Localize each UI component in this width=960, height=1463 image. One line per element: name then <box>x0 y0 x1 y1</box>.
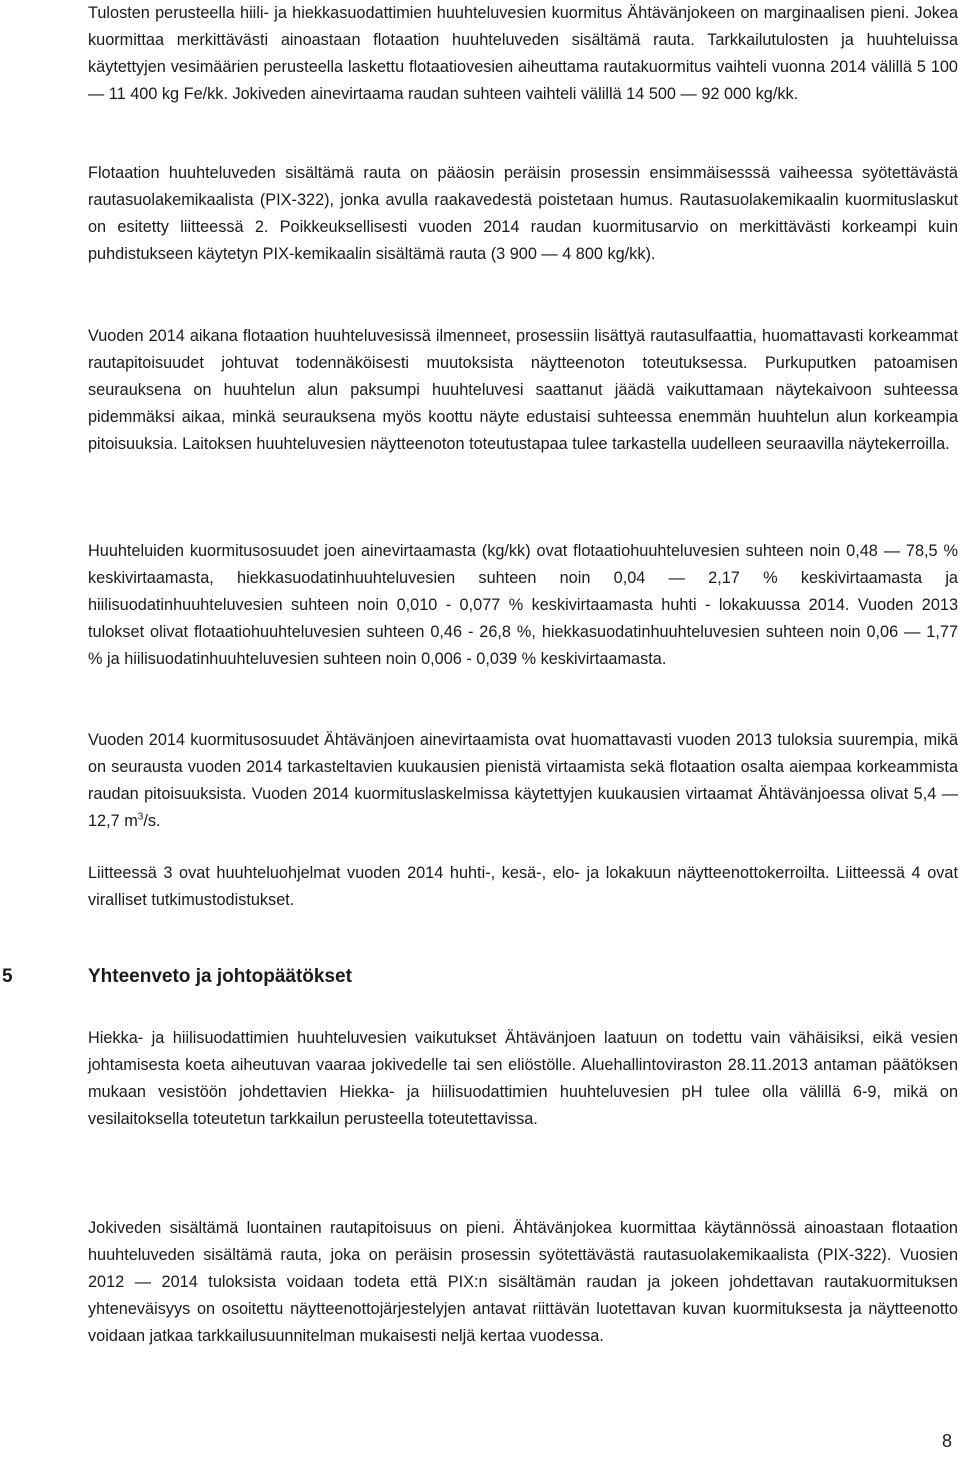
paragraph-summary-impact: Hiekka- ja hiilisuodattimien huuhteluvesien vaikutukset Ähtävänjoen laatuun on todettu vain vähäisiksi, eikä vesien johtamisesta koeta aiheutuvan vaaraa jokivedelle tai sen eliöstölle. Aluehallintoviraston 28.11.2013 antaman päätöksen mukaan vesistöön johdettavien Hiekka- ja hiilisuodattimien huuhteluvesien pH tulee olla välillä 6-9, mikä on vesilaitoksella toteutetun tarkkailun perusteella toteutettavissa. <box>88 1029 958 1128</box>
paragraph-flow-comparison-tail: /s. <box>143 812 161 830</box>
paragraph-flow-comparison <box>88 727 958 835</box>
paragraph-appendices: Liitteessä 3 ovat huuhteluohjelmat vuoden 2014 huhti-, kesä-, elo- ja lokakuun näytteenottokerroilta. Liitteessä 4 ovat viralliset tutkimustodistukset. <box>88 864 958 909</box>
paragraph-flotation-iron-source: Flotaation huuhteluveden sisältämä rauta on pääosin peräisin prosessin ensimmäisesssä vaiheessa syötettävästä rautasuolakemikaalista (PIX-322), jonka avulla raakavedestä poistetaan humus. Rautasuolakemikaalin kuormituslaskut on esitetty liitteessä 2. Poikkeuksellisesti vuoden 2014 raudan kuormitusarvio on merkittävästi korkeampi kuin puhdistukseen käytetyn PIX-kemikaalin sisältämä rauta (3 900 — 4 800 kg/kk). <box>88 164 958 263</box>
page-number: 8 <box>941 1431 952 1451</box>
section-number: 5 <box>2 966 13 987</box>
paragraph-sampling-changes: Vuoden 2014 aikana flotaation huuhteluvesissä ilmenneet, prosessiin lisättyä rautasulfaattia, huomattavasti korkeammat rautapitoisuudet johtuvat todennäköisesti muutoksista näytteenoton toteutuksessa. Purkuputken patoamisen seurauksena on huuhtelun alun paksumpi huuhteluvesi saattanut jäädä vaikuttamaan näytekaivoon suhteessa pidemmäksi aikaa, minkä seurauksena myös koottu näyte edustaisi suhteessa enemmän huuhtelun alun korkeampia pitoisuuksia. Laitoksen huuhteluvesien näytteenoton toteutustapaa tulee tarkastella uudelleen seuraavilla näytekerroilla. <box>88 327 958 453</box>
paragraph-summary-conclusion: Jokiveden sisältämä luontainen rautapitoisuus on pieni. Ähtävänjokea kuormittaa käytännössä ainoastaan flotaation huuhteluveden sisältämä rauta, joka on peräisin prosessin syötettävästä rautasuolakemikaalista (PIX-322). Vuosien 2012 — 2014 tuloksista voidaan todeta että PIX:n sisältämän raudan ja jokeen johdettavan rautakuormituksen yhteneväisyys on osoitettu näytteenottojärjestelyjen antavat riittävän luotettavan kuvan kuormituksesta ja näytteenotto voidaan jatkaa tarkkailusuunnitelman mukaisesti neljä kertaa vuodessa. <box>88 1219 958 1345</box>
paragraph-load-shares: Huuhteluiden kuormitusosuudet joen ainevirtaamasta (kg/kk) ovat flotaatiohuuhteluvesien suhteen noin 0,48 — 78,5 % keskivirtaamasta, hiekkasuodatinhuuhteluvesien suhteen noin 0,04 — 2,17 % keskivirtaamasta ja hiilisuodatinhuuhteluvesien suhteen noin 0,010 - 0,077 % keskivirtaamasta huhti - lokakuussa 2014. Vuoden 2013 tulokset olivat flotaatiohuuhteluvesien suhteen 0,46 - 26,8 %, hiekkasuodatinhuuhteluvesien suhteen noin 0,06 — 1,77 % ja hiilisuodatinhuuhteluvesien suhteen noin 0,006 - 0,039 % keskivirtaamasta. <box>88 542 958 668</box>
paragraph-results-iron-load: Tulosten perusteella hiili- ja hiekkasuodattimien huuhteluvesien kuormitus Ähtävänjokeen on marginaalisen pieni. Jokea kuormittaa merkittävästi ainoastaan flotaation huuhteluveden sisältämä rauta. Tarkkailutulosten ja huuhteluissa käytettyjen vesimäärien perusteella laskettu flotaatiovesien aiheuttama rautakuormitus vaihteli vuonna 2014 välillä 5 100 — 11 400 kg Fe/kk. Jokiveden ainevirtaama raudan suhteen vaihteli välillä 14 500 — 92 000 kg/kk. <box>88 4 958 103</box>
paragraph-flow-comparison-text: Vuoden 2014 kuormitusosuudet Ähtävänjoen ainevirtaamista ovat huomattavasti vuoden 2013 tuloksia suurempia, mikä on seurausta vuoden 2014 tarkasteltavien kuukausien pienistä virtaamista sekä flotaation osalta aiempaa korkeammista raudan pitoisuuksista. Vuoden 2014 kuormituslaskelmissa käytettyjen kuukausien virtaamat Ähtävänjoessa olivat 5,4 — 12,7 m <box>88 731 958 830</box>
section-title: Yhteenveto ja johtopäätökset <box>88 966 352 987</box>
superscript-cubic: 3 <box>137 811 144 823</box>
